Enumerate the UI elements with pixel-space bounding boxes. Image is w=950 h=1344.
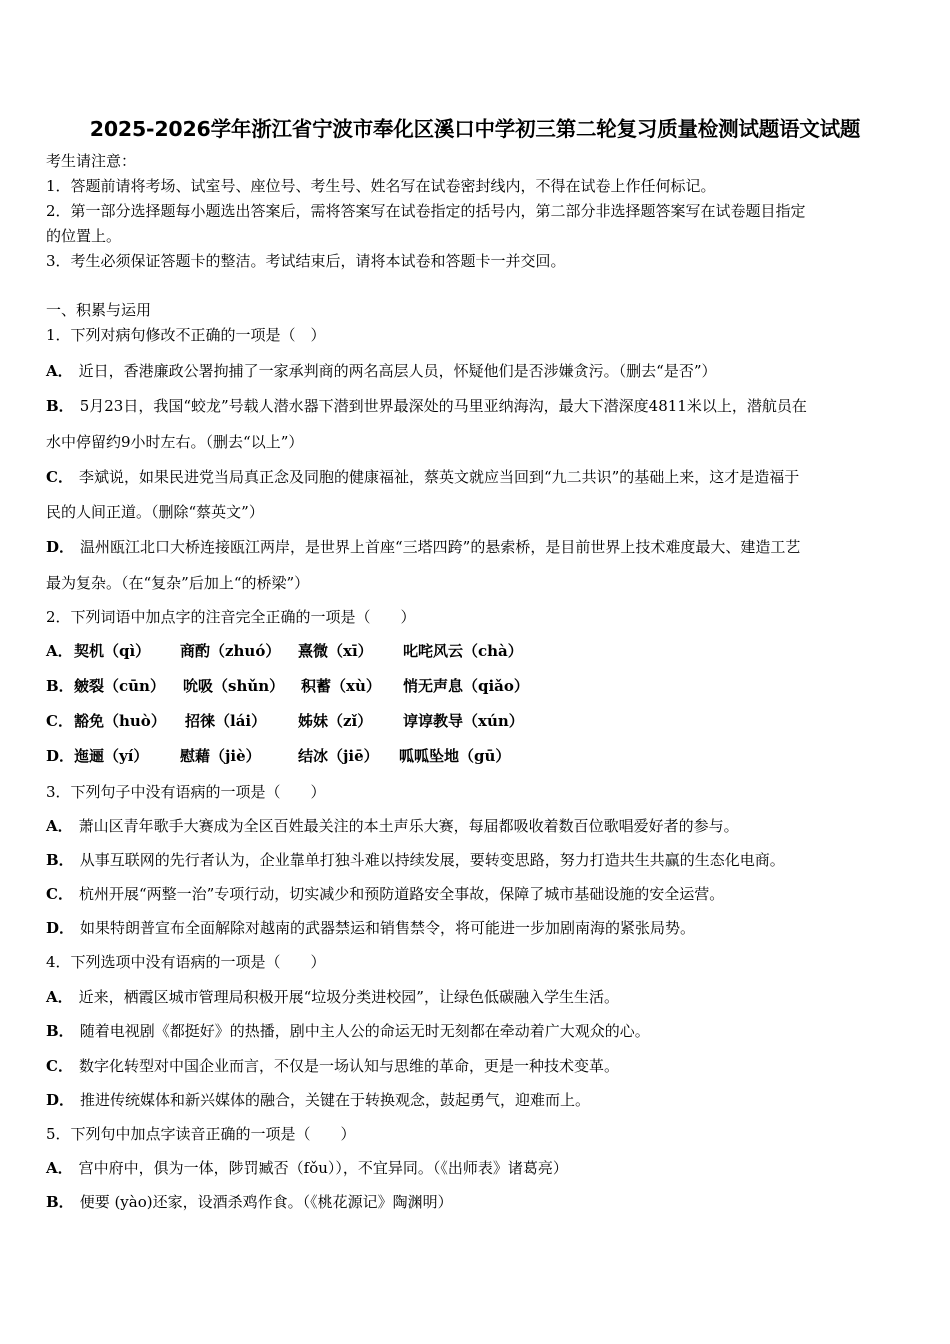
q1-option-c: C． 李斌说，如果民进党当局真正念及同胞的健康福祉，蔡英文就应当回到“九二共识”的基础上来，这才是造福于 (46, 468, 800, 486)
notice-item-3: 3．考生必须保证答题卡的整洁。考试结束后，请将本试卷和答题卡一并交回。 (46, 252, 566, 270)
q4-option-d: D． 推进传统媒体和新兴媒体的融合，关键在于转换观念，鼓起勇气，迎难而上。 (46, 1091, 591, 1109)
notice-heading: 考生请注意： (46, 152, 137, 170)
q2-option-a-label: A． (46, 642, 73, 660)
q3-stem: 3．下列句子中没有语病的一项是（ ） (46, 783, 326, 801)
q2-a-word-1: 契机（qì） (74, 642, 151, 660)
q3-option-a: A． 萧山区青年歌手大赛成为全区百姓最关注的本土声乐大赛，每届都吸收着数百位歌唱爱好者的参与。 (46, 817, 739, 835)
q2-d-word-1: 迤逦（yí） (74, 747, 149, 765)
q1-stem: 1．下列对病句修改不正确的一项是（ ） (46, 326, 326, 344)
q4-option-b: B． 随着电视剧《都挺好》的热播，剧中主人公的命运无时无刻都在牵动着广大观众的心。 (46, 1022, 650, 1040)
q2-stem: 2．下列词语中加点字的注音完全正确的一项是（ ） (46, 608, 416, 626)
q2-c-word-3: 姊妹（zǐ） (298, 712, 373, 730)
page-title: 2025-2026学年浙江省宁波市奉化区溪口中学初三第二轮复习质量检测试题语文试题 (89, 117, 861, 141)
q2-a-word-3: 熹微（xī） (298, 642, 373, 660)
q5-option-b: B． 便要 (yào)还家，设酒杀鸡作食。（《桃花源记》陶渊明） (46, 1193, 453, 1211)
q2-d-word-4: 呱呱坠地（gū） (399, 747, 511, 765)
q1-option-a: A． 近日，香港廉政公署拘捕了一家承判商的两名高层人员，怀疑他们是否涉嫌贪污。（删去“是否”） (46, 362, 717, 380)
q4-stem: 4．下列选项中没有语病的一项是（ ） (46, 953, 326, 971)
section-heading: 一、积累与运用 (46, 301, 152, 319)
q5-option-a: A． 宫中府中，俱为一体，陟罚臧否（fǒu）），不宜异同。（《出师表》诸葛亮） (46, 1159, 568, 1177)
q3-option-c: C． 杭州开展“两整一治”专项行动，切实减少和预防道路安全事故，保障了城市基础设施的安全运营。 (46, 885, 725, 903)
q1-option-c-cont: 民的人间正道。（删除“蔡英文”） (46, 503, 264, 521)
q2-option-c-label: C． (46, 712, 73, 730)
notice-item-2: 2．第一部分选择题每小题选出答案后，需将答案写在试卷指定的括号内，第二部分非选择题答案写在试卷题目指定 (46, 202, 806, 220)
notice-item-2-cont: 的位置上。 (46, 227, 122, 245)
q1-option-b: B． 5月23日，我国“蛟龙”号载人潜水器下潜到世界最深处的马里亚纳海沟，最大下潜深度4811米以上，潜航员在 (46, 397, 807, 415)
q3-option-b: B． 从事互联网的先行者认为，企业靠单打独斗难以持续发展，要转变思路，努力打造共生共赢的生态化电商。 (46, 851, 785, 869)
q2-b-word-1: 皴裂（cūn） (74, 677, 165, 695)
q2-a-word-4: 叱咤风云（chà） (403, 642, 523, 660)
notice-item-1: 1．答题前请将考场、试室号、座位号、考生号、姓名写在试卷密封线内，不得在试卷上作任何标记。 (46, 177, 716, 195)
q2-c-word-1: 豁免（huò） (74, 712, 166, 730)
q1-option-d: D． 温州瓯江北口大桥连接瓯江两岸，是世界上首座“三塔四跨”的悬索桥，是目前世界上技术难度最大、建造工艺 (46, 538, 801, 556)
q2-a-word-2: 商酌（zhuó） (180, 642, 281, 660)
q2-b-word-2: 吮吸（shǔn） (183, 677, 285, 695)
q1-option-d-cont: 最为复杂。（在“复杂”后加上“的桥梁”） (46, 574, 310, 592)
q2-c-word-4: 谆谆教导（xún） (403, 712, 524, 730)
q2-option-d-label: D． (46, 747, 75, 765)
q4-option-a: A． 近来，栖霞区城市管理局积极开展“垃圾分类进校园”，让绿色低碳融入学生生活。 (46, 988, 619, 1006)
q1-option-b-cont: 水中停留约9小时左右。（删去“以上”） (46, 433, 304, 451)
q5-stem: 5．下列句中加点字读音正确的一项是（ ） (46, 1125, 356, 1143)
q2-d-word-3: 结冰（jiē） (298, 747, 379, 765)
q4-option-c: C． 数字化转型对中国企业而言，不仅是一场认知与思维的革命，更是一种技术变革。 (46, 1057, 619, 1075)
q2-option-b-label: B． (46, 677, 74, 695)
q2-b-word-3: 积蓄（xù） (301, 677, 381, 695)
q2-b-word-4: 悄无声息（qiǎo） (403, 677, 529, 695)
q2-c-word-2: 招徕（lái） (185, 712, 267, 730)
q3-option-d: D． 如果特朗普宣布全面解除对越南的武器禁运和销售禁令，将可能进一步加剧南海的紧张局势。 (46, 919, 696, 937)
q2-d-word-2: 慰藉（jiè） (180, 747, 261, 765)
